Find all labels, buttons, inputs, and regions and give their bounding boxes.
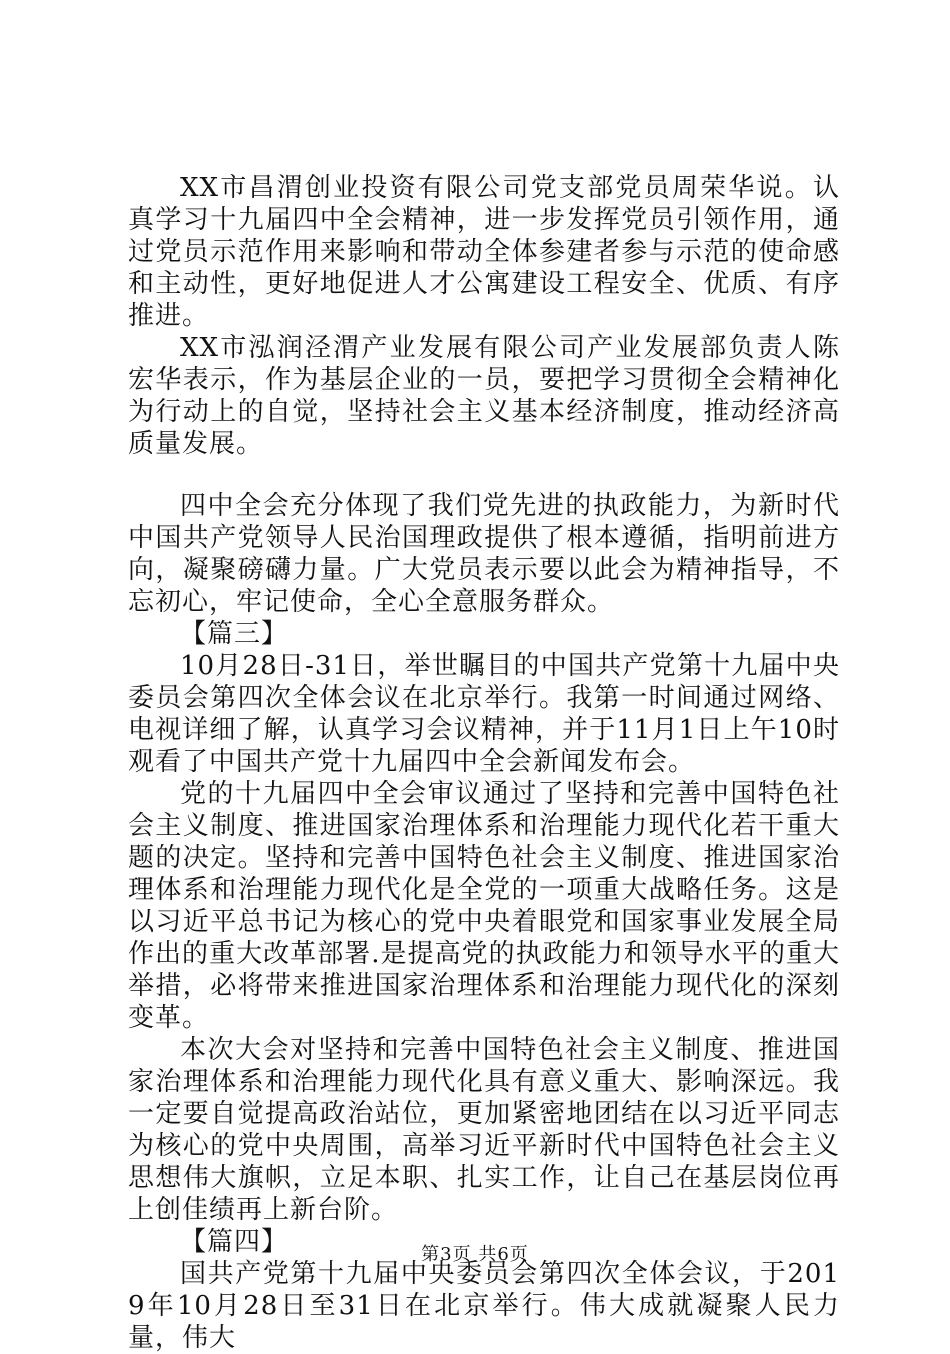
paragraph: 本次大会对坚持和完善中国特色社会主义制度、推进国家治理体系和治理能力现代化具有意义重大、影响深远。我一定要自觉提高政治站位，更加紧密地团结在以习近平同志为核心的党中央周围，高举习近平新时代中国特色社会主义思想伟大旗帜，立足本职、扎实工作，让自己在基层岗位再上创佳绩再上新台阶。 — [128, 1035, 840, 1225]
paragraph: XX市泓润泾渭产业发展有限公司产业发展部负责人陈宏华表示，作为基层企业的一员，要把学习贯彻全会精神化为行动上的自觉，坚持社会主义基本经济制度，推动经济高质量发展。 — [128, 333, 840, 459]
paragraph: 四中全会充分体现了我们党先进的执政能力，为新时代中国共产党领导人民治国理政提供了根本遵循，指明前进方向，凝聚磅礴力量。广大党员表示要以此会为精神指导，不忘初心，牢记使命，全心全意服务群众。 — [128, 491, 840, 617]
paragraph-gap — [128, 460, 840, 490]
section-heading-4: 【篇四】 — [180, 1227, 289, 1257]
paragraph: 党的十九届四中全会审议通过了坚持和完善中国特色社会主义制度、推进国家治理体系和治理能力现代化若干重大题的决定。坚持和完善中国特色社会主义制度、推进国家治理体系和治理能力现代化是全党的一项重大战略任务。这是以习近平总书记为核心的党中央着眼党和国家事业发展全局作出的重大改革部署.是提高党的执政能力和领导水平的重大举措，必将带来推进国家治理体系和治理能力现代化的深刻变革。 — [128, 779, 840, 1033]
paragraph: XX市昌渭创业投资有限公司党支部党员周荣华说。认真学习十九届四中全会精神，进一步发挥党员引领作用，通过党员示范作用来影响和带动全体参建者参与示范的使命感和主动性，更好地促进人才公寓建设工程安全、优质、有序推进。 — [128, 173, 840, 331]
document-body — [128, 172, 840, 1354]
section-heading-3: 【篇三】 — [180, 619, 289, 649]
page-number-footer: 第3页 共6页 — [421, 1244, 529, 1265]
paragraph: 国共产党第十九届中央委员会第四次全体会议，于2019年10月28日至31日在北京举行。伟大成就凝聚人民力量，伟大 — [128, 1259, 840, 1353]
paragraph: 10月28日-31日，举世瞩目的中国共产党第十九届中央委员会第四次全体会议在北京举行。我第一时间通过网络、电视详细了解，认真学习会议精神，并于11月1日上午10时观看了中国共产党十九届四中全会新闻发布会。 — [128, 651, 840, 777]
